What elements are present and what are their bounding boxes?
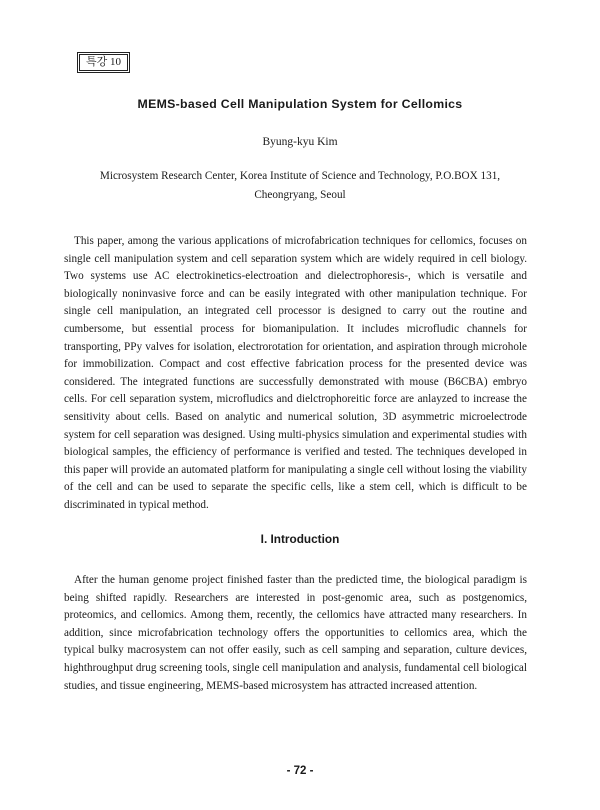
affiliation-line-1: Microsystem Research Center, Korea Institute of Science and Technology, P.O.BOX 131, [99,170,501,182]
affiliation-line-2: Cheongryang, Seoul [254,189,346,201]
introduction-paragraph: After the human genome project finished faster than the predicted time, the biological paradigm is being shifted rapidly. Researchers are interested in post-genomic area, such as postgenomics, proteomics, and cellomics. Among them, recently, the cellomics have attracted many researchers. In addition, since microfabrication technology offers the opportunities to cellomics area, which the typical bulky macrosystem can not offer easily, such as cell samping and separation, culture devices, highthroughput drug screening tools, single cell manipulation and analysis, fundamental cell biological studies, and tissue engineering, MEMS-based microsystem has attracted increased attention. [64,574,527,692]
section-heading-introduction: I. Introduction [260,532,340,546]
abstract-paragraph: This paper, among the various applications of microfabrication techniques for cellomics, focuses on single cell manipulation system and cell separation system which are widely required in cell biology. Two systems use AC electrokinetics-electroation and dielectrophoresis-, which is versatile and biologically noninvasive force and can be easily integrated with other manipulation technique. For single cell manipulation, an integrated cell processor is designed to carry out the routine and cumbersome, but essential process for biomanipulation. It includes microfludic channels for transporting, PPy valves for isolation, electrorotation for orientation, and aspiration through microhole for immobilization. Compact and cost effective fabrication process for the presented device was considered. The integrated functions are successfully demonstrated with mouse (B6CBA) embryo cells. For cell separation system, microfludics and dielctrophoreitic force are anlayzed to increase the sensitivity about cells. Based on analytic and numerical solution, 3D asymmetric microelectrode system for cell separation was designed. Using multi-physics simulation and experimental studies with biological samples, the efficiency of performance is verified and tested. The techniques developed in this paper will provide an automated platform for manipulating a single cell without losing the viability of the cell and can be used to separate the specific cells, like a stem cell, which is difficult to be discriminated in typical method. [64,235,527,511]
paper-title: MEMS-based Cell Manipulation System for Cellomics [137,97,463,111]
lecture-tag [77,52,130,73]
lecture-tag-label: 특강 10 [79,54,128,71]
page-number: - 72 - [286,765,314,777]
affiliation [60,167,540,205]
author-name: Byung-kyu Kim [262,136,338,148]
